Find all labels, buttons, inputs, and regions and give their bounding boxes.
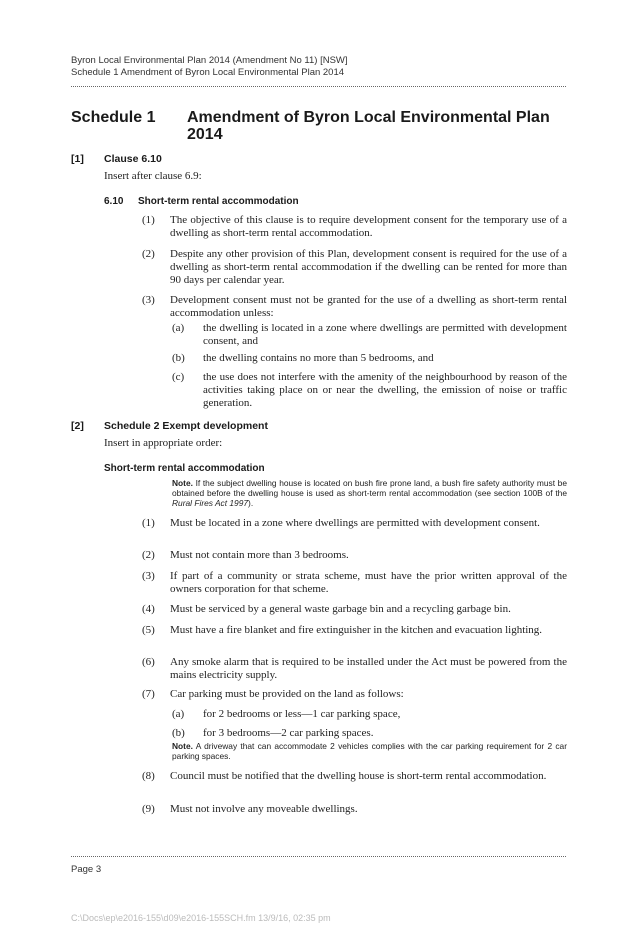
item-list-text: If part of a community or strata scheme, must have the prior written approval of the owners corporation for that scheme.: [170, 570, 567, 595]
item-list-number: (2): [142, 549, 155, 561]
page-number: Page 3: [71, 864, 102, 875]
subclause-number: (3): [142, 294, 155, 306]
item-list-text: Any smoke alarm that is required to be installed under the Act must be powered from the mains electricity supply.: [170, 656, 567, 681]
paragraph-text: the dwelling is located in a zone where dwellings are permitted with development consent, and: [203, 322, 567, 347]
footer-rule: [71, 856, 566, 857]
subclause-text: Despite any other provision of this Plan, development consent is required for the use of a dwelling as short-term rental accommodation if the dwelling can be rented for more than 90 days per calendar year.: [170, 248, 567, 286]
item-list-text: Council must be notified that the dwelling house is short-term rental accommodation.: [170, 770, 547, 782]
note: [172, 742, 567, 762]
note-label: Note.: [172, 741, 193, 751]
paragraph-number: (b): [172, 352, 185, 364]
running-header-title: Byron Local Environmental Plan 2014 (Amendment No 11) [NSW]: [71, 55, 348, 66]
subclause-text: The objective of this clause is to require development consent for the temporary use of a dwelling as short-term rental accommodation.: [170, 214, 567, 239]
paragraph-text: the use does not interfere with the amenity of the neighbourhood by reason of the activities taking place on or near the dwelling, the emission of noise or traffic generation.: [203, 371, 567, 409]
item-list-text: Must not involve any moveable dwellings.: [170, 803, 358, 815]
schedule-label: Schedule 1: [71, 109, 156, 126]
note: [172, 479, 567, 508]
item-list-text: Must be located in a zone where dwellings are permitted with development consent.: [170, 517, 540, 529]
item-list-number: (6): [142, 656, 155, 668]
subheading: Short-term rental accommodation: [104, 463, 265, 474]
subclause-text: Development consent must not be granted for the use of a dwelling as short-term rental accommodation unless:: [170, 294, 567, 319]
note-act-name: Rural Fires Act 1997: [172, 497, 249, 508]
item-list-number: (5): [142, 624, 155, 636]
clause-number: 6.10: [104, 196, 124, 207]
instruction: Insert in appropriate order:: [104, 437, 223, 449]
subclause-number: (2): [142, 248, 155, 260]
item-list-text: Must have a fire blanket and fire extinguisher in the kitchen and evacuation lighting.: [170, 624, 543, 636]
item-list-number: (8): [142, 770, 155, 782]
item-list-number: (7): [142, 688, 155, 700]
header-rule: [71, 86, 566, 87]
paragraph-number: (c): [172, 371, 185, 383]
note-label: Note.: [172, 478, 193, 488]
schedule-title-line2: 2014: [187, 126, 223, 143]
paragraph-number: (a): [172, 322, 185, 334]
paragraph-text: the dwelling contains no more than 5 bedrooms, and: [203, 352, 434, 364]
note-text: If the subject dwelling house is located on bush fire prone land, a bush fire safety authority must be obtained before the dwelling house is used as short-term rental accommodation (see section 100B of the: [172, 478, 567, 498]
item-list-number: (3): [142, 570, 155, 582]
item-list-number: (1): [142, 517, 155, 529]
item-number: [1]: [71, 153, 84, 165]
item-number: [2]: [71, 420, 84, 432]
running-header-schedule: Schedule 1 Amendment of Byron Local Environmental Plan 2014: [71, 67, 345, 78]
schedule-title: [187, 109, 550, 143]
item-list-text: Must be serviced by a general waste garbage bin and a recycling garbage bin.: [170, 603, 511, 615]
file-path: C:\Docs\ep\e2016-155\d09\e2016-155SCH.fm 13/9/16, 02:35 pm: [71, 913, 331, 923]
schedule-title-line1: Amendment of Byron Local Environmental Plan: [187, 109, 550, 126]
subclause-number: (1): [142, 214, 155, 226]
instruction: Insert after clause 6.9:: [104, 170, 202, 182]
item-list-number: (9): [142, 803, 155, 815]
item-list-text: Must not contain more than 3 bedrooms.: [170, 549, 349, 561]
note-text: A driveway that can accommodate 2 vehicles complies with the car parking requirement for 2 car parking spaces.: [172, 741, 567, 761]
parking-number: (b): [172, 727, 185, 739]
item-heading: Clause 6.10: [104, 153, 162, 165]
item-list-text: Car parking must be provided on the land as follows:: [170, 688, 404, 700]
clause-title: Short-term rental accommodation: [138, 196, 299, 207]
item-list-number: (4): [142, 603, 155, 615]
parking-number: (a): [172, 708, 185, 720]
parking-text: for 3 bedrooms—2 car parking spaces.: [203, 727, 374, 739]
item-heading: Schedule 2 Exempt development: [104, 420, 268, 432]
parking-text: for 2 bedrooms or less—1 car parking space,: [203, 708, 401, 720]
note-text-end: ).: [248, 497, 254, 508]
